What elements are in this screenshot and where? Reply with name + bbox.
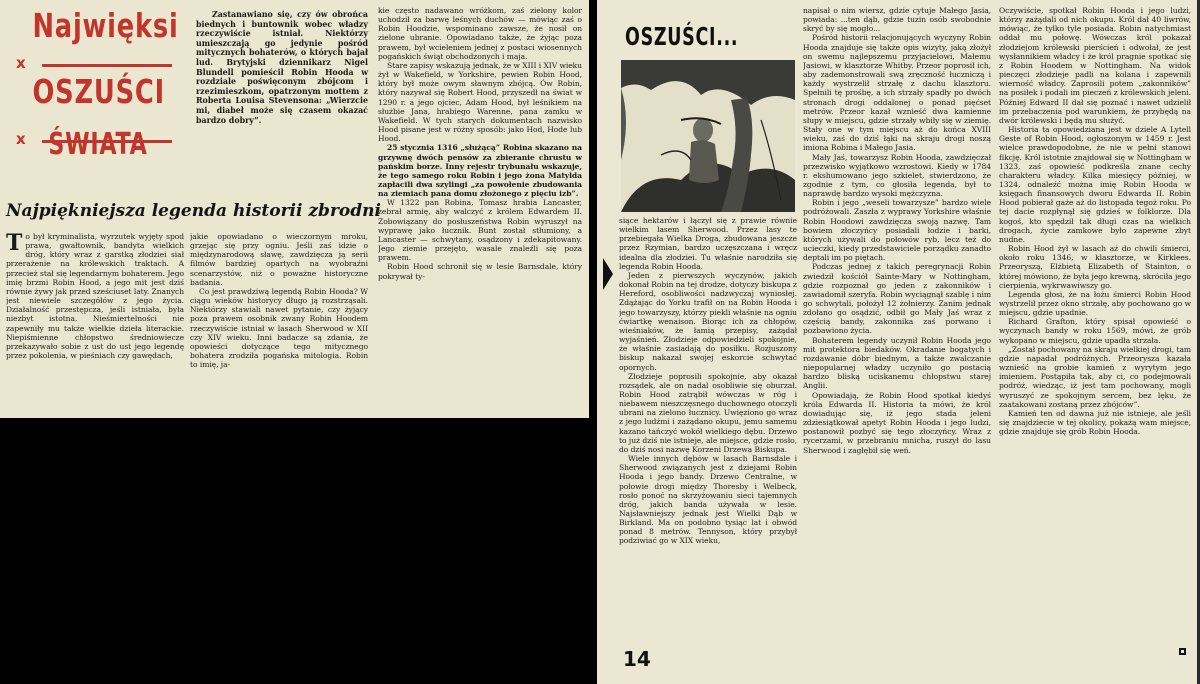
engraving-illustration [621,60,795,212]
page-number: 14 [623,647,651,671]
left-page [0,0,589,418]
paragraph: Bohaterem legendy uczynił Robin Hooda jego mit protektora biedaków. Okradanie bogatych i rozdawanie dóbr biednym, a także zwalczanie niepopularnej władzy uczyniło go postacią bardzo bliską uciskanemu chłopstwu starej Anglii. [803,335,991,391]
lead-text: Zastanawiano się, czy ów obrońca biednych i buntownik wobec władzy rzeczywiście istniał. Niektórzy umieszczają go jedynie pośród mitycznych bohaterów, o których bajał lud. Brytyjski dziennikarz Nigel Blundell pomieścił Robin Hooda w rozdziale poświęconym zbójcom i rzezimieszkom, opatrzonym mottem z Roberta Louisa Stevensona: „Wierzcie mi, diabeł może się czasem okazać bardzo dobry”. [196,10,368,125]
masthead-line-1: Najwięksi [32,6,179,45]
drop-cap: T [6,232,23,256]
paragraph: napisał o nim wiersz, gdzie cytuje Małego Jasia, powiada: ...ten dąb, gdzie tuzin osób swobodnie skryć by się mogło... [803,6,991,34]
paragraph: o był kryminalista, wyrzutek wyjęty spod prawa, gwałtownik, bandyta wielkich dróg, który wraz z garstką złodziei siał przerażenie na królewskich traktach. A przecież stał się legendarnym bohaterem. Jego imię brzmi Robin Hood, a jego mit jest dziś równie żywy jak przed sześciuset laty. Znanych jest niewiele szczegółów z jego życia. Działalność przestępcza, jeśli istniała, była niezbyt istotna. Nieśmiertelności nie zapewniły mu także wielkie dzieła literackie. Niepiśmienne chłopstwo średniowiecze przekazywało sobie z ust do ust jego legendę przez pokolenia, w pieśniach czy gawędach, [6,232,184,361]
paragraph: Mały Jaś, towarzysz Robin Hooda, zawdzięczał przezwisko wyjątkowo wzrostowi. Kiedy w 1784 r. ekshumowano jego szkielet, stwierdzono, że zgodnie z tym, co głosiła legenda, był to naprawdę bardzo wysoki mężczyzna. [803,152,991,199]
right-page [597,0,1200,684]
paragraph: Robin Hood żył w lasach aż do chwili śmierci, około roku 1346, w klasztorze, w Kirklees. Przeoryszą, Elżbietą Elizabeth of Stainton, o której mówiono, że była jego krewną, skróciła jego cierpienia, wykrwawiwszy go. [999,244,1191,290]
paragraph: Złodzieje poprosili spokojnie, aby okazał rozsądek, ale on nadal osobliwie się oburzał. Robin Hood zatrąbił wówczas w róg i niebawem nieszczęsnego duchownego otoczyli ubrani na zielono łucznicy. Uwięziono go wraz z jego ludźmi i zażądano okupu, jemu samemu kazano tańczyć wokół wielkiego dębu. Drzewo to już dziś nie istnieje, ale miejsce, gdzie rosło, do dziś nosi nazwę Korzeni Drzewa Biskupa. [619,371,797,454]
paragraph: Jeden z pierwszych wyczynów, jakich dokonał Robin na tej drodze, dotyczy biskupa z Hereford, osobliwości nadzwyczaj wyniosłej. Zdążając do Yorku trafił on na Robin Hooda i jego towarzyszy, którzy piekli właśnie na ogniu ćwiartkę wenaison. Biorąc ich za chłopów, wieśniaków, że łamią przepisy, zażądał wyjaśnień. Złodzieje odpowiedzieli spokojnie, że właśnie zasiadają do posiłku. Rozjuszony biskup nakazał swojej eskorcie schwytać opornych. [619,270,797,372]
masthead-x-mark: x [16,130,26,148]
left-column-3 [378,6,582,414]
series-masthead [14,6,182,196]
right-column-3 [999,6,1191,666]
paragraph: Opowiadają, że Robin Hood spotkał kiedyś króla Edwarda II. Historia ta mówi, że król dowiadując się, iż jego stada jeleni zdziesiątkował apetyt Robin Hooda i jego ludzi, postanowił pozbyć się tego złoczyńcy. Wraz z rycerzami, w przebraniu mnicha, ruszył do lasu Sherwood i zagłębił się weń. [803,390,991,455]
paragraph: Oczywiście, spotkał Robin Hooda i jego ludzi, którzy zażądali od nich okupu. Król dał 40 liwrów, mówiąc, że tylko tyle posiada. Robin natychmiast oddał mu połowę. Wówczas król pokazał złodziejom królewski pierścień i odwołał, że jest wysłannikiem władcy i że król pragnie spotkać się z Robin Hoodem w Nottingham. Na widok pieczęci złodzieje padli na kolana i zapewnili wierność władcy. Zaprosili potem „zakonników” na posiłek i podali im pieczeń z królewskich jeleni. Później Edward II dał się poznać i nawet udzielił im przebaczenia pod warunkiem, że przybędą na dwór królewski i będą mu służyć. [999,6,1191,125]
paragraph: Co jest prawdziwą legendą Robin Hooda? W ciągu wieków historycy długo ją rozstrząsali. Niektórzy stawiali nawet pytanie, czy żyjący poza prawem osobnik zwany Robin Hoodem rzeczywiście istniał w lasach Sherwood w XII czy XIV wieku. Inni badacze są zdania, że opowieści dotyczące tego mitycznego bohatera zrodziła pogańska mitologia. Robin to imię, ja- [190,286,368,370]
paragraph: Historia ta opowiedziana jest w dziele A Lytell Geste of Robin Hood, ogłoszonym w 1459 r. Jest wielce prawdopodobne, że nie w pełni stanowi fikcję. Król istotnie znajdował się w Nottingham w 1323, zaś opowieść podkreśla znane cechy charakteru władcy. Kilka miesięcy później, w 1324, odnaleźć można imię Robin Hooda w księgach finansowych dworu Edwarda II. Robin Hood pobierał gaże aż do listopada tegoż roku. Po tej dacie rozpłynął się gdzieś w folklorze. Dla kogoś, kto spędził tak długi czas na wielkich drogach, życie zamkowe było zapewne zbyt nudne. [999,125,1191,244]
paragraph: Legenda głosi, że na łożu śmierci Robin Hood wystrzelił przez okno strzałę, aby pochowano go w miejscu, gdzie upadnie. [999,289,1191,318]
paragraph: kie często nadawano wróżkom, zaś zielony kolor uchodził za barwę leśnych duchów — mówiąc zaś o Robin Hoodzie, wspominano zawsze, że nosił on zielone ubranie. Opowiadano także, że żyjąc poza prawem, był wcieleniem jednej z postaci wiosennych pogańskich świąt obchodzonych i maja. [378,6,582,61]
right-column-1 [619,216,797,642]
right-column-2 [803,6,991,678]
paragraph: Wiele innych dębów w lasach Barnsdale i Sherwood związanych jest z dziejami Robin Hooda i jego bandy. Drzewo Centralne, w połowie drogi między Thoresby i Welbeck, rosło ponoć na skrzyżowaniu sieci tajemnych dróg, jakich banda używała w lesie. Najsławniejszy jednak jest Wielki Dąb w Birkland. Ma on podobno tysiąc lat i obwód ponad 8 metrów. Tennyson, który przybył podziwiać go w XIX wieku, [619,454,797,546]
paragraph: „Został pochowany na skraju wielkiej drogi, tam gdzie napadał podróżnych. Przeorysza kazała wznieść na grobie kamień z wyrytym jego imieniem. Postąpiła tak, aby ci, co podejmowali podróż, wiedząc, iż jest tam pochowany, mogli wyruszyć ze spokojnym sercem, bez lęku, że zaatakowani zostaną przez zbójców”. [999,344,1191,409]
paragraph: 25 stycznia 1316 „służącą” Robina skazano na grzywnę dwóch pensów za zbieranie chrustu w pańskim borze. Inny rejestr trybunału wskazuje, że tego samego roku Robin i jego żona Matylda zapłacili dwa szylingi „za powołenie zbudowania na ziemiach pana domu złożonego z pięciu izb”. [378,143,582,199]
masthead-line-2: OSZUŚCI [32,72,165,111]
paragraph: W 1322 pan Robina, Tomasz hrabia Lancaster, zebrał armię, aby walczyć z królem Edwardem II. Zobowiązany do posłuszeństwa Robin wyruszył na wyprawę jako łucznik. Bunt został stłumiony, a Lancaster — schwytany, osądzony i zdekapitowany. Jego ziemie przejęto, wasale znaleźli się poza prawem. [378,198,582,263]
left-column-2 [190,232,368,414]
paragraph: jakie opowiadano o wieczornym mroku, grzejąc się przy ogniu. Jeśli zaś idzie o międzynarodową sławę, zawdzięcza ją serii filmów bardziej opartych na wyobraźni scenarzystów, niż o poważne historyczne badania. [190,232,368,287]
paragraph: Podczas jednej z takich peregrynacji Robin zwiedził kościół Sainte-Mary w Nottingham, gdzie rozpoznał go jeden z zakonników i zawiadomił szeryfa. Robin wyciągnął szablę i nim go schwytali, położył 12 żołnierzy. Zanim jednak zdołano go osądzić, odbił go Mały Jaś wraz z częścią bandy, zakonnika zaś porwano i pozbawiono życia. [803,262,991,336]
paragraph: Kamień ten od dawna już nie istnieje, ale jeśli się znajdziecie w tej okolicy, pokażą wam miejsce, gdzie znajduje się grób Robin Hooda. [999,408,1191,437]
masthead-line-3: ŚWIATA [48,127,148,162]
paragraph: Stare zapisy wskazują jednak, że w XIII i XIV wieku żył w Wakefield, w Yorkshire, pewien Robin Hood, który był może owym sławnym zbójcą. Ów Robin, który nazywał się Robert Hood, przyszedł na świat w 1290 r. a jego ojciec, Adam Hood, był leśnikiem na służbie Jana, hrabiego Warenne, pana zamku w Wakefield. W tych starych dokumentach nazwisko Hood pisane jest w różny sposób: jako Hod, Hode lub Hood. [378,60,582,144]
masthead-rule [42,64,172,67]
paragraph: siące hektarów i łączył się z prawie równie wielkim lasem Sherwood. Przez lasy te przebiegała Wielka Droga, zbudowana jeszcze przez Rzymian, bardzo uczęszczana i wręcz idealna dla złodziei. Tu właśnie narodziła się legenda Robin Hooda. [619,216,797,271]
masthead-x-mark: x [16,54,26,72]
left-column-1 [6,232,184,414]
paragraph: Richard Grafton, który spisał opowieść o wyczynach bandy w roku 1569, mówi, że grób wykopano w miejscu, gdzie upadła strzała. [999,317,1191,345]
end-of-article-mark [1179,648,1186,655]
article-headline: Najpiękniejsza legenda historii zbrodni [6,201,382,221]
paragraph: Robin i jego „weseli towarzysze” bardzo wiele podróżowali. Zaszła z wyprawy Yorkshire właśnie Robin Hoodowi zawdzięcza swoją nazwę. Tam bowiem złoczyńcy posiadali łodzie i barki, których używali do połowów ryb, lecz też do ucieczki, kiedy przedstawiciele porządku zanadto deptali im po piętach. [803,198,991,263]
paragraph: Pośród historii relacjonujących wyczyny Robin Hooda znajduje się także opis wizyty, jaką złożył on swemu najlepszemu przyjacielowi, Małemu Jasiowi, w klasztorze Whitby. Przeor poprosił ich, aby zademonstrowali swą zręczność łuczniczą i każdy wystrzelił strzałę z dachu klasztoru. Spełnili tę prośbę, a ich strzały spadły po dwóch stronach drogi oddalonej o ponad pięćset metrów. Przeor kazał wznieść dwa kamienne słupy w miejscu, gdzie strzały wbiły się w ziemię. Stały one w tym miejscu aż do końca XVIII wieku, zaś do dziś łąki na skraju drogi noszą imiona Robina i Małego Jasia. [803,33,991,153]
running-header: OSZUŚCI... [625,22,739,51]
page-arrow-marker [603,258,613,290]
lead-paragraph [196,10,368,125]
paragraph: Robin Hood schronił się w lesie Barnsdale, który pokrywał ty- [378,262,582,281]
